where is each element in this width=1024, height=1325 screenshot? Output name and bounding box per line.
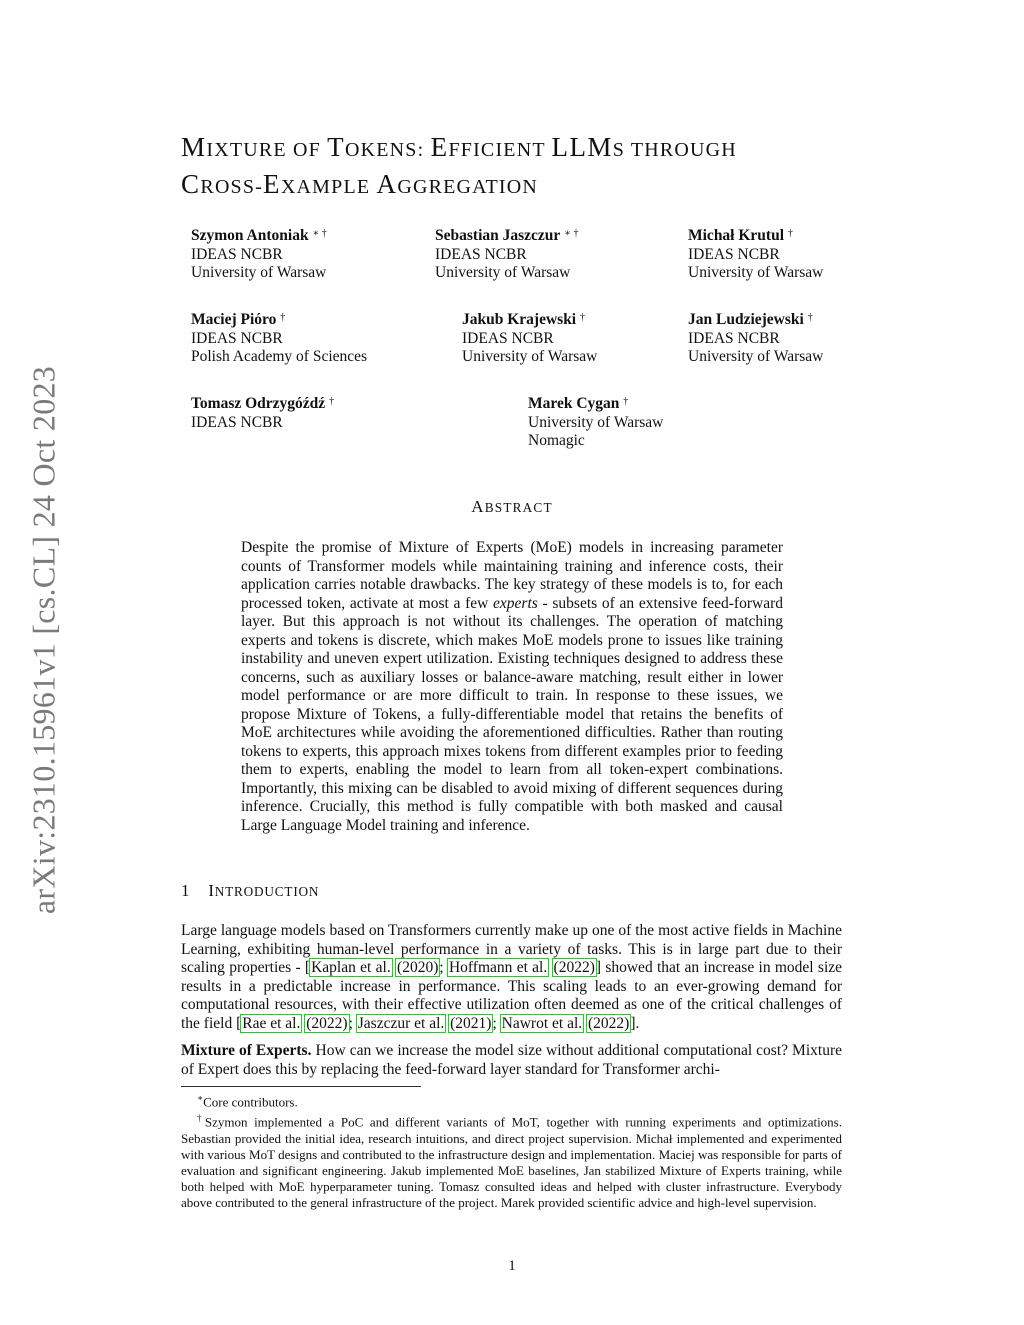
title-line-2 xyxy=(181,167,861,204)
author-block xyxy=(688,227,823,283)
footnote-rule xyxy=(181,1086,421,1087)
author-affiliation: University of Warsaw xyxy=(528,413,664,431)
citation-link-jaszczur[interactable]: Jaszczur et al. xyxy=(357,1014,445,1032)
title-word: E xyxy=(263,169,281,199)
title-word: XAMPLE xyxy=(280,176,377,198)
paragraph-text: ]. xyxy=(630,1014,640,1032)
citation-year-link[interactable]: (2021) xyxy=(450,1014,492,1032)
author-name: Tomasz Odrzygóźdź xyxy=(191,395,326,412)
abstract-heading xyxy=(0,497,1024,517)
footnote-text: Szymon implemented a PoC and different variants of MoT, together with running experiments and optimizations. Sebastian provided the initial idea, research intuitions, and direct project supervision. Michał implemented and experimented with various MoT designs and contributed to the infrastructure design and implementation. Maciej was responsible for parts of evaluation and significant engineering. Jakub implemented MoE baselines, Jan stabilized Mixture of Experts training, while both helped with MoE hyperparameter tuning. Tomasz consulted ideas and helped with cluster infrastructure. Everybody above contributed to the general infrastructure of the project. Marek provided scientific advice and high-level supervision. xyxy=(181,1114,842,1210)
paragraph-text: Large language models based on Transformers currently make up one of the most active fields in Machine Learning, exhibiting human-level performance in a variety of tasks. This is in large part due to their scaling properties - [ xyxy=(181,922,842,976)
citation-year-link[interactable]: (2020) xyxy=(397,959,439,976)
abstract-emphasis: experts xyxy=(493,594,538,612)
title-line-1 xyxy=(181,130,861,167)
title-word: LLM xyxy=(551,132,613,162)
author-block xyxy=(191,311,367,367)
paragraph-heading: Mixture of Experts. xyxy=(181,1042,312,1059)
title-word: S THROUGH xyxy=(612,139,737,161)
citation-link-hoffmann[interactable]: Hoffmann et al. xyxy=(448,959,548,976)
author-affiliation: Polish Academy of Sciences xyxy=(191,348,368,365)
title-word: M xyxy=(181,132,207,162)
author-affiliation: IDEAS NCBR xyxy=(688,245,780,263)
author-marks: † xyxy=(580,312,585,323)
separator: ; xyxy=(492,1014,501,1032)
abstract-text-part: - subsets of an extensive feed-forward layer. But this approach is not without its challenges. The operation of matching experts and tokens is discrete, which makes MoE models prone to issues like training instability and uneven expert utilization. Existing techniques designed to address these concerns, such as auxiliary losses or balance-aware matching, result either in lower model performance or are more difficult to train. In response to these issues, we propose Mixture of Tokens, a fully-differentiable model that retains the benefits of MoE architectures while avoiding the aforementioned difficulties. Rather than routing tokens to experts, this approach mixes tokens from different examples prior to feeding them to experts, enabling the model to learn from all token-expert combinations. Importantly, this mixing can be disabled to avoid mixing of different sequences during inference. Crucially, this method is fully compatible with both masked and causal Large Language Model training and inference. xyxy=(241,594,783,834)
abstract-heading-rest: BSTRACT xyxy=(484,500,553,515)
author-affiliation: University of Warsaw xyxy=(462,348,598,365)
author-affiliation: IDEAS NCBR xyxy=(435,245,527,263)
author-marks: † xyxy=(807,312,813,323)
abstract-text-part: Despite the promise of Mixture of Experts (MoE) models in increasing parameter counts of Transformer models while maintaining training and inference costs, their application carries notable drawbacks. The key strategy of these models is to, for each processed token, activate at most a few xyxy=(241,539,783,612)
author-marks: † xyxy=(623,396,629,407)
citation-year-link[interactable]: (2022) xyxy=(306,1014,348,1032)
author-affiliation: University of Warsaw xyxy=(191,264,327,281)
author-name: Michał Krutul xyxy=(688,227,785,244)
author-name: Sebastian Jaszczur xyxy=(435,227,561,244)
title-word: E xyxy=(430,132,449,162)
author-affiliation: IDEAS NCBR xyxy=(688,329,780,347)
section-title-rest: NTRODUCTION xyxy=(214,884,320,899)
author-affiliation: IDEAS NCBR xyxy=(191,413,283,431)
citation-year-link[interactable]: (2022) xyxy=(553,959,595,976)
author-name: Jan Ludziejewski xyxy=(688,311,804,328)
author-affiliation: University of Warsaw xyxy=(688,264,824,281)
paragraph-text: ] showed that an increase in model size results in a predictable increase in performance. This scaling leads to an ever-growing demand for computational resources, with their effective utilization often deemed as one of the critical challenges of the field [ xyxy=(181,959,843,1032)
title-word: C xyxy=(181,169,201,199)
citation-link-kaplan[interactable]: Kaplan et al. xyxy=(311,959,391,976)
author-affiliation: University of Warsaw xyxy=(688,348,824,365)
author-block xyxy=(191,227,327,283)
paragraph xyxy=(181,1042,842,1079)
author-marks: † xyxy=(280,312,286,323)
title-word: ROSS- xyxy=(200,176,264,198)
title-word: GGREGATION xyxy=(397,176,539,198)
author-name: Szymon Antoniak xyxy=(191,227,309,244)
author-affiliation: Nomagic xyxy=(528,432,585,449)
citation-link-rae[interactable]: Rae et al. xyxy=(242,1014,301,1032)
footnote-mark: † xyxy=(197,1113,205,1124)
footnote xyxy=(181,1090,842,1110)
author-block xyxy=(191,395,334,432)
author-block xyxy=(528,395,663,451)
citation-link-nawrot[interactable]: Nawrot et al. xyxy=(501,1014,583,1032)
author-name: Jakub Krajewski xyxy=(462,311,577,328)
author-affiliation: IDEAS NCBR xyxy=(462,329,554,347)
footnote xyxy=(181,1110,842,1210)
paragraph-text: How can we increase the model size without additional computational cost? Mixture of Expert does this by replacing the feed-forward layer standard for Transformer archi- xyxy=(181,1042,842,1078)
author-affiliation: IDEAS NCBR xyxy=(191,329,283,347)
introduction-body xyxy=(181,922,842,1088)
abstract-text xyxy=(241,539,783,835)
abstract-heading-cap: A xyxy=(471,497,485,516)
footnotes xyxy=(181,1090,842,1211)
author-marks: ∗ † xyxy=(564,228,579,239)
section-number: 1 xyxy=(181,881,191,900)
author-block xyxy=(688,311,823,367)
arxiv-identifier[interactable]: arXiv:2310.15961v1 [cs.CL] 24 Oct 2023 xyxy=(25,365,62,915)
author-marks: † xyxy=(329,396,335,407)
author-marks: ∗ † xyxy=(312,228,327,239)
author-block xyxy=(462,311,597,367)
author-affiliation: University of Warsaw xyxy=(435,264,571,281)
paragraph xyxy=(181,922,842,1033)
author-name: Maciej Pióro xyxy=(191,311,277,328)
author-block xyxy=(435,227,578,283)
title-word: OKENS: xyxy=(345,139,431,161)
title-word: FFICIENT xyxy=(448,139,552,161)
paper-title xyxy=(181,130,861,204)
citation-year-link[interactable]: (2022) xyxy=(588,1014,630,1032)
title-word: T xyxy=(327,132,346,162)
separator: ; xyxy=(439,959,448,976)
author-marks: † xyxy=(787,228,793,239)
author-affiliation: IDEAS NCBR xyxy=(191,245,283,263)
section-heading-introduction xyxy=(181,881,319,901)
footnote-text: Core contributors. xyxy=(203,1094,298,1110)
title-word: A xyxy=(376,169,398,199)
title-word: IXTURE OF xyxy=(206,139,328,161)
author-name: Marek Cygan xyxy=(528,395,620,412)
page-number: 1 xyxy=(508,1258,516,1274)
separator: ; xyxy=(348,1014,357,1032)
footnote-mark: ∗ xyxy=(197,1093,204,1103)
section-title-cap: I xyxy=(208,881,215,900)
